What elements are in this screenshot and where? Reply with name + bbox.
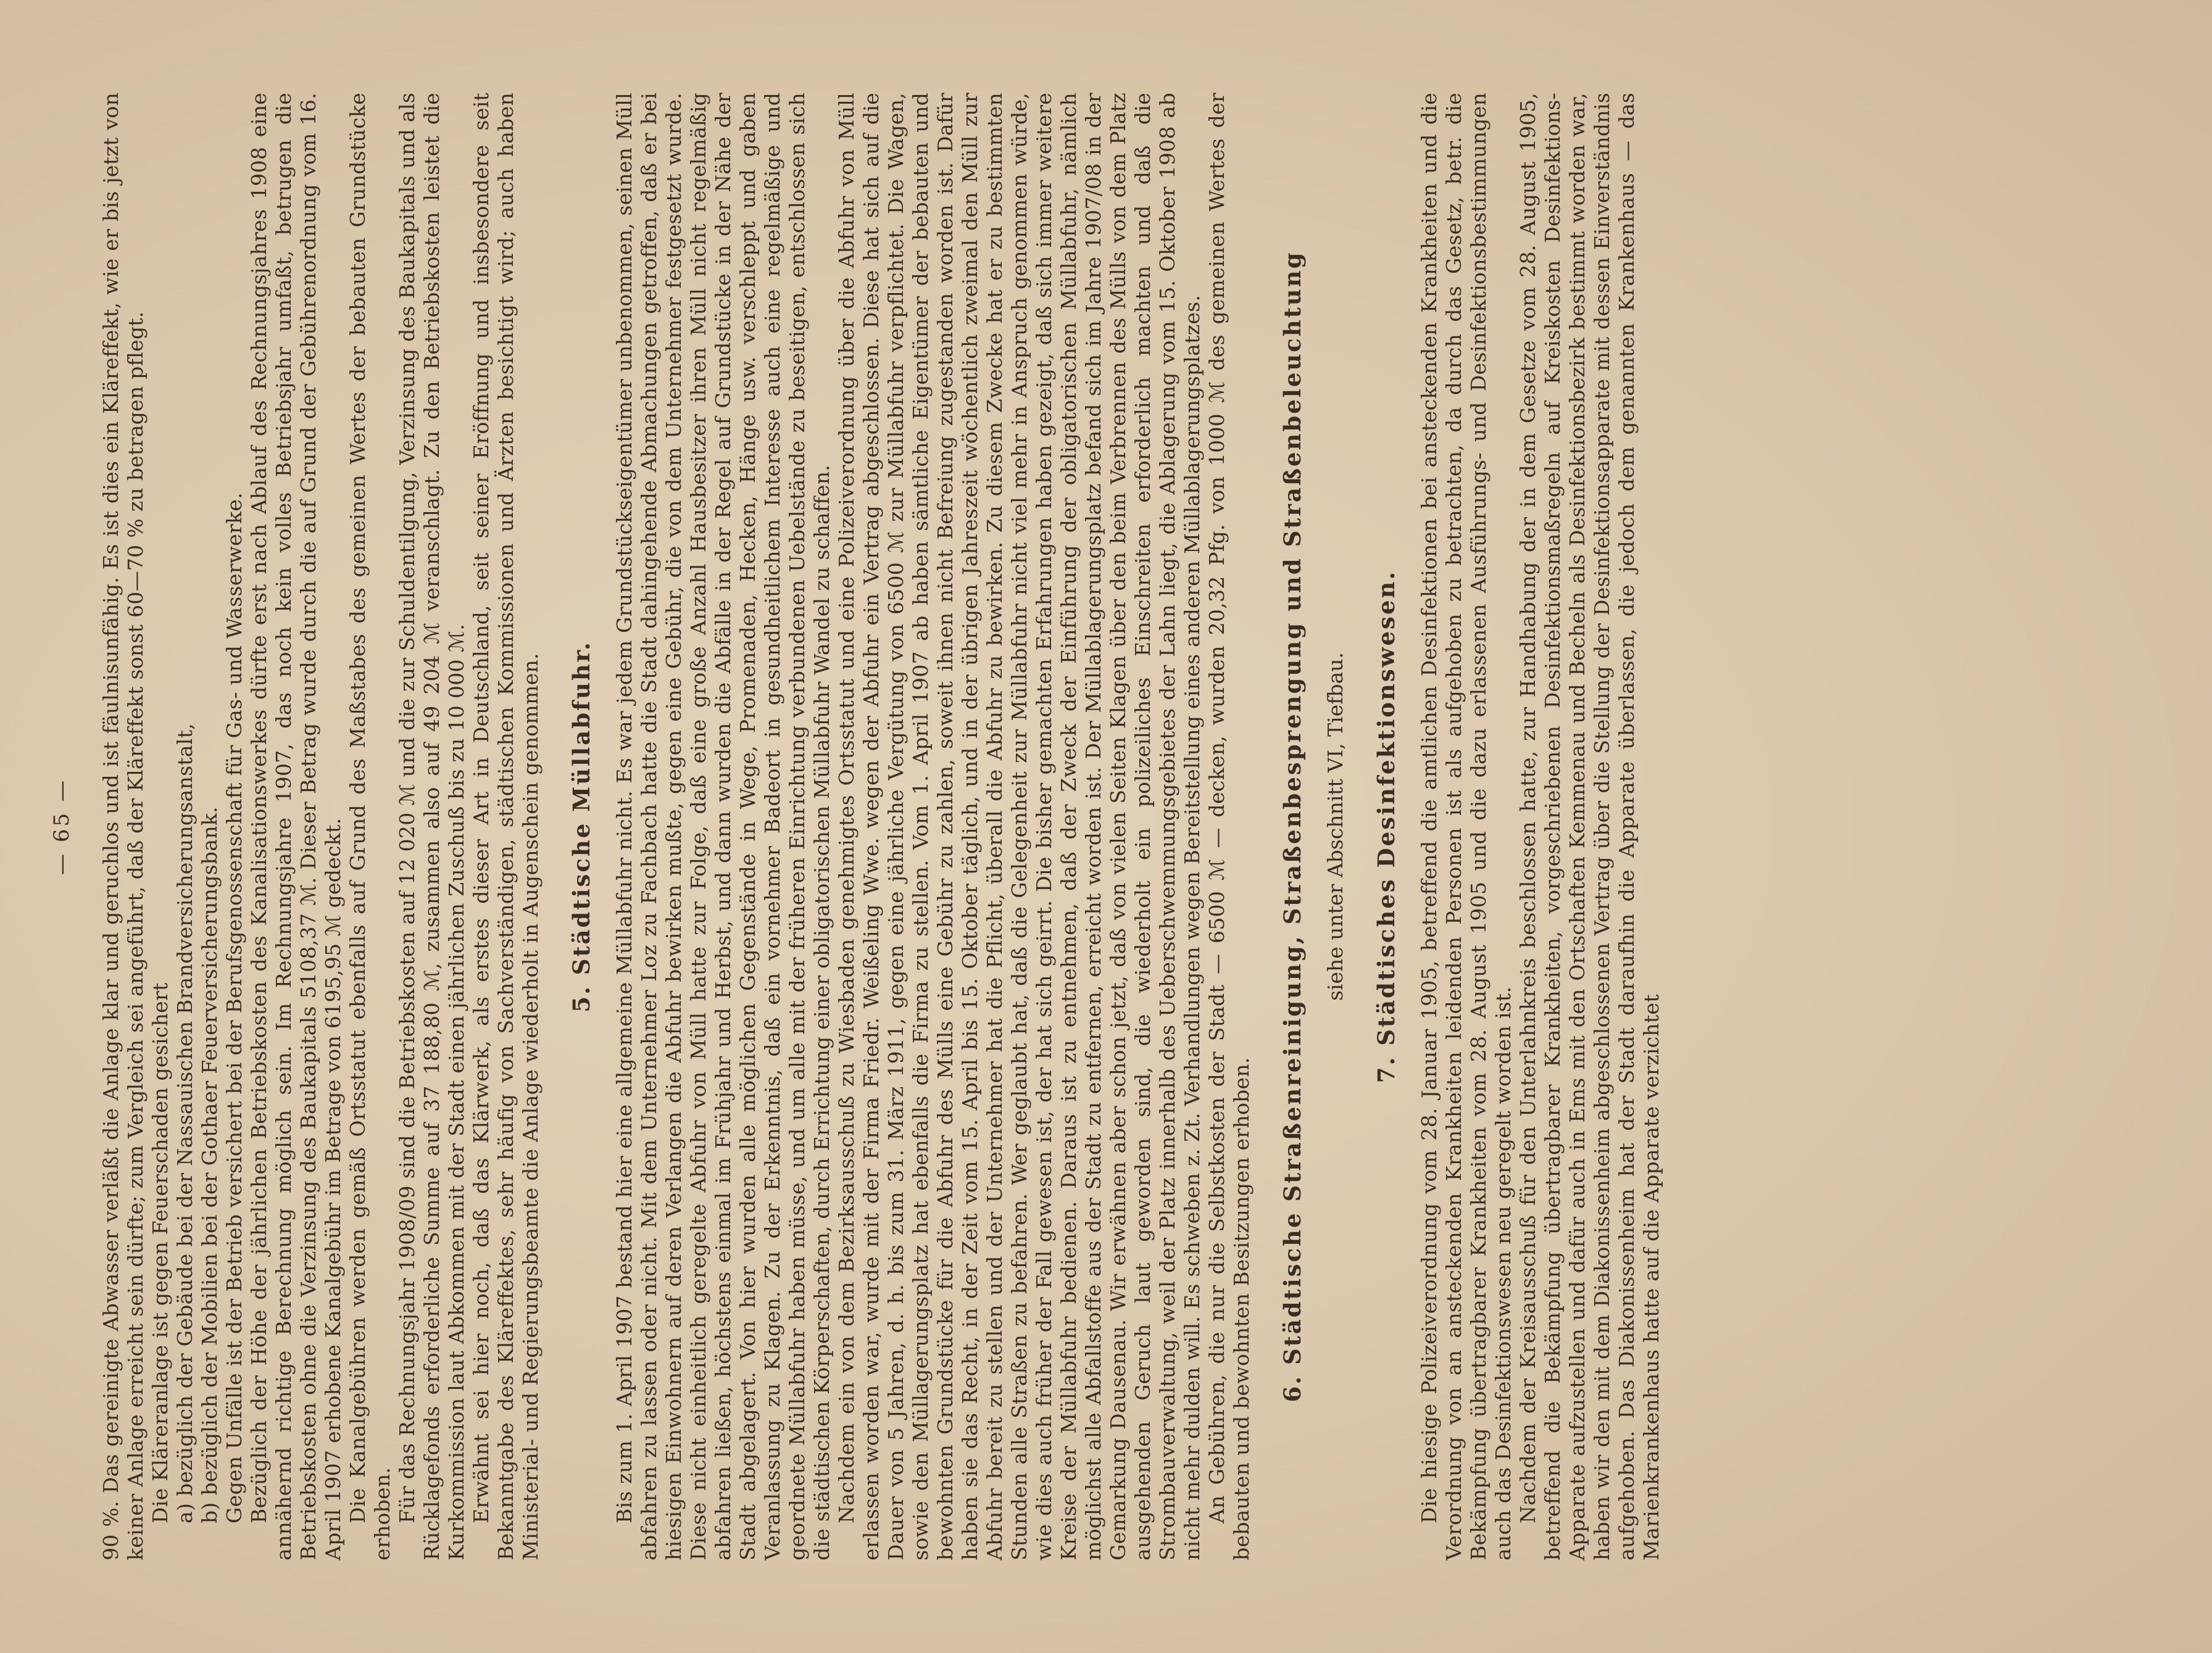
section-heading-muellabfuhr: 5. Städtische Müllabfuhr. xyxy=(568,640,595,1013)
section-heading-strassenreinigung: 6. Städtische Straßenreinigung, Straßenbesprengung und Straßenbeleuchtung xyxy=(1279,251,1306,1402)
paragraph: An Gebühren, die nur die Selbstkosten der Stadt — 6500 ℳ — decken, wurden 20,32 Pfg. von 1000 ℳ des gemeinen Wertes der bebauten und bewohnten Besitzungen erhoben. xyxy=(1205,93,1254,1560)
paragraph: Die hiesige Polizeiverordnung vom 28. Januar 1905, betreffend die amtlichen Desinfektionen bei ansteckenden Krankheiten und die Verordnung von an ansteckenden Krankheiten leidenden Personen ist als aufgehoben zu betrachten, da durch das Gesetz, betr. die Bekämpfung übertragbarer Krankheiten vom 28. August 1905 und die dazu erlassenen Ausführungs- und Desinfektionsbestimmungen auch das Desinfektionswesen neu geregelt worden ist. xyxy=(1417,93,1515,1560)
intro-block xyxy=(99,93,543,1560)
paragraph: Bezüglich der Höhe der jährlichen Betriebskosten des Kanalisationswerkes dürfte erst nach Ablauf des Rechnungsjahres 1908 eine annähernd richtige Berechnung möglich sein. Im Rechnungsjahre 1907, das noch kein volles Betriebsjahr umfaßt, betrugen die Betriebskosten ohne die Verzinsung des Baukapitals 5108,37 ℳ. Dieser Betrag wurde durch die auf Grund der Gebührenordnung vom 16. April 1907 erhobene Kanalgebühr im Betrage von 6195,95 ℳ gedeckt. xyxy=(247,93,345,1560)
paragraph: Erwähnt sei hier noch, daß das Klärwerk, als erstes dieser Art in Deutschland, seit seiner Eröffnung und insbesondere seit Bekanntgabe des Kläreffektes, sehr häufig von Sachverständigen, städtischen Kommissionen und Ärzten besichtigt wird; auch haben Ministerial- und Regierungsbeamte die Anlage wiederholt in Augenschein genommen. xyxy=(469,93,543,1560)
section-note: siehe unter Abschnitt VI, Tiefbau. xyxy=(1323,652,1347,1001)
paragraph: Nachdem der Kreisausschuß für den Unterlahnkreis beschlossen hatte, zur Handhabung der in dem Gesetze vom 28. August 1905, betreffend die Bekämpfung übertragbarer Krankheiten, vorgeschriebenen Desinfektionsmaßregeln auf Kreiskosten Desinfektions-Apparate aufzustellen und dafür auch in Ems mit den Ortschaften Kemmenau und Becheln als Desinfektionsbezirk bestimmt worden war, haben wir den mit dem Diakonissenheim abgeschlossenen Vertrag über die Stellung der Desinfektionsapparate mit dessen Einverständnis aufgehoben. Das Diakonissenheim hat der Stadt daraufhin die Apparate überlassen, die jedoch dem genannten Krankenhaus — das Marienkrankenhaus hatte auf die Apparate verzichtet xyxy=(1516,93,1663,1560)
paragraph: Bis zum 1. April 1907 bestand hier eine allgemeine Müllabfuhr nicht. Es war jedem Grundstückseigentümer unbenommen, seinen Müll abfahren zu lassen oder nicht. Mit dem Unternehmer Loz zu Fachbach hatte die Stadt dahingehende Abmachungen getroffen, daß er bei hiesigen Einwohnern auf deren Verlangen die Abfuhr bewirken mußte, gegen eine Gebühr, die von dem Unternehmer festgesetzt wurde. Diese nicht einheitlich geregelte Abfuhr von Müll hatte zur Folge, daß eine große Anzahl Hausbesitzer ihren Müll nicht regelmäßig abfahren ließen, höchstens einmal im Frühjahr und Herbst, und dann wurden die Abfälle in der Regel auf Grundstücke in der Nähe der Stadt abgelagert. Von hier wurden alle möglichen Gegenstände in Wege, Promenaden, Hecken, Hänge usw. verschleppt und gaben Veranlassung zu Klagen. Zu der Erkenntnis, daß ein vornehmer Badeort in gesundheitlichem Interesse auch eine regelmäßige und geordnete Müllabfuhr haben müsse, und um alle mit der früheren Einrichtung verbundenen Uebelstände zu beseitigen, entschlossen sich die städtischen Körperschaften, durch Errichtung einer obligatorischen Müllabfuhr Wandel zu schaffen. xyxy=(612,93,834,1560)
section-heading-desinfektion: 7. Städtisches Desinfektionswesen. xyxy=(1373,570,1400,1083)
paragraph: Für das Rechnungsjahr 1908/09 sind die Betriebskosten auf 12 020 ℳ und die zur Schuldentilgung, Verzinsung des Baukapitals und als Rücklagefonds erforderliche Summe auf 37 188,80 ℳ, zusammen also auf 49 204 ℳ veranschlagt. Zu den Betriebskosten leistet die Kurkommission laut Abkommen mit der Stadt einen jährlichen Zuschuß bis zu 10 000 ℳ. xyxy=(395,93,468,1560)
list-item: a) bezüglich der Gebäude bei der Nassauischen Brandversicherungsanstalt, xyxy=(173,723,197,1523)
paragraph: Die Kanalgebühren werden gemäß Ortsstatut ebenfalls auf Grund des Maßstabes des gemeinen Wertes der bebauten Grundstücke erhoben. xyxy=(346,93,394,1560)
paragraph: Gegen Unfälle ist der Betrieb versichert bei der Berufsgenossenschaft für Gas- und Wasserwerke. xyxy=(222,492,246,1523)
paragraph: Die Kläreranlage ist gegen Feuerschaden gesichert xyxy=(148,982,172,1523)
paragraph: Nachdem ein von dem Bezirksausschuß zu Wiesbaden genehmigtes Ortsstatut und eine Polizeiverordnung über die Abfuhr von Müll erlassen worden war, wurde mit der Firma Friedr. Weißeling Wwe. wegen der Abfuhr ein Vertrag abgeschlossen. Diese hat sich auf die Dauer von 5 Jahren, d. h. bis zum 31. März 1911, gegen eine jährliche Vergütung von 6500 ℳ zur Müllabfuhr verpflichtet. Die Wagen, sowie den Müllagerungsplatz hat ebenfalls die Firma zu stellen. Vom 1. April 1907 ab haben sämtliche Eigentümer der bebauten und bewohnten Grundstücke für die Abfuhr des Mülls eine Gebühr zu zahlen, soweit ihnen nicht Befreiung zugestanden worden ist. Dafür haben sie das Recht, in der Zeit vom 15. April bis 15. Oktober täglich, und in der übrigen Jahreszeit wöchentlich zweimal den Müll zur Abfuhr bereit zu stellen und der Unternehmer hat die Pflicht, überall die Abfuhr zu bewirken. Zu diesem Zwecke hat er zu bestimmten Stunden alle Straßen zu befahren. Wer geglaubt hat, daß die Gelegenheit zur Müllabfuhr nicht viel mehr in Anspruch genommen würde, wie dies auch früher der Fall gewesen ist, der hat sich geirrt. Die bisher gemachten Erfahrungen haben gezeigt, daß sich immer weitere Kreise der Müllabfuhr bedienen. Daraus ist zu entnehmen, daß der Zweck der Einführung der obligatorischen Müllabfuhr, nämlich möglichst alle Abfallstoffe aus der Stadt zu entfernen, erreicht worden ist. Der Müllablagerungsplatz befand sich im Jahre 1907/08 in der Gemarkung Dausenau. Wir erwähnen aber schon jetzt, daß von vielen Seiten Klagen über den beim Verbrennen des Mülls von dem Platz ausgehenden Geruch laut geworden sind, die wiederholt ein polizeiliches Einschreiten erforderlich machten und daß die Strombauverwaltung, weil der Platz innerhalb des Ueberschwemmungsgebietes der Lahn liegt, die Ablagerung vom 15. Oktober 1908 ab nicht mehr dulden will. Es schweben z. Zt. Verhandlungen wegen Bereitstellung eines anderen Müllablagerungsplatzes. xyxy=(834,93,1204,1560)
page-number: — 65 — xyxy=(49,778,74,875)
list-item: b) bezüglich der Mobilien bei der Gothaer Feuerversicherungsbank. xyxy=(198,806,222,1523)
paragraph: 90 %. Das gereinigte Abwasser verläßt die Anlage klar und geruchlos und ist fäulnisunfähig. Es ist dies ein Kläreffekt, wie er bis jetzt von keiner Anlage erreicht sein dürfte; zum Vergleich sei angeführt, daß der Kläreffekt sonst 60—70 % zu betragen pflegt. xyxy=(99,93,148,1560)
